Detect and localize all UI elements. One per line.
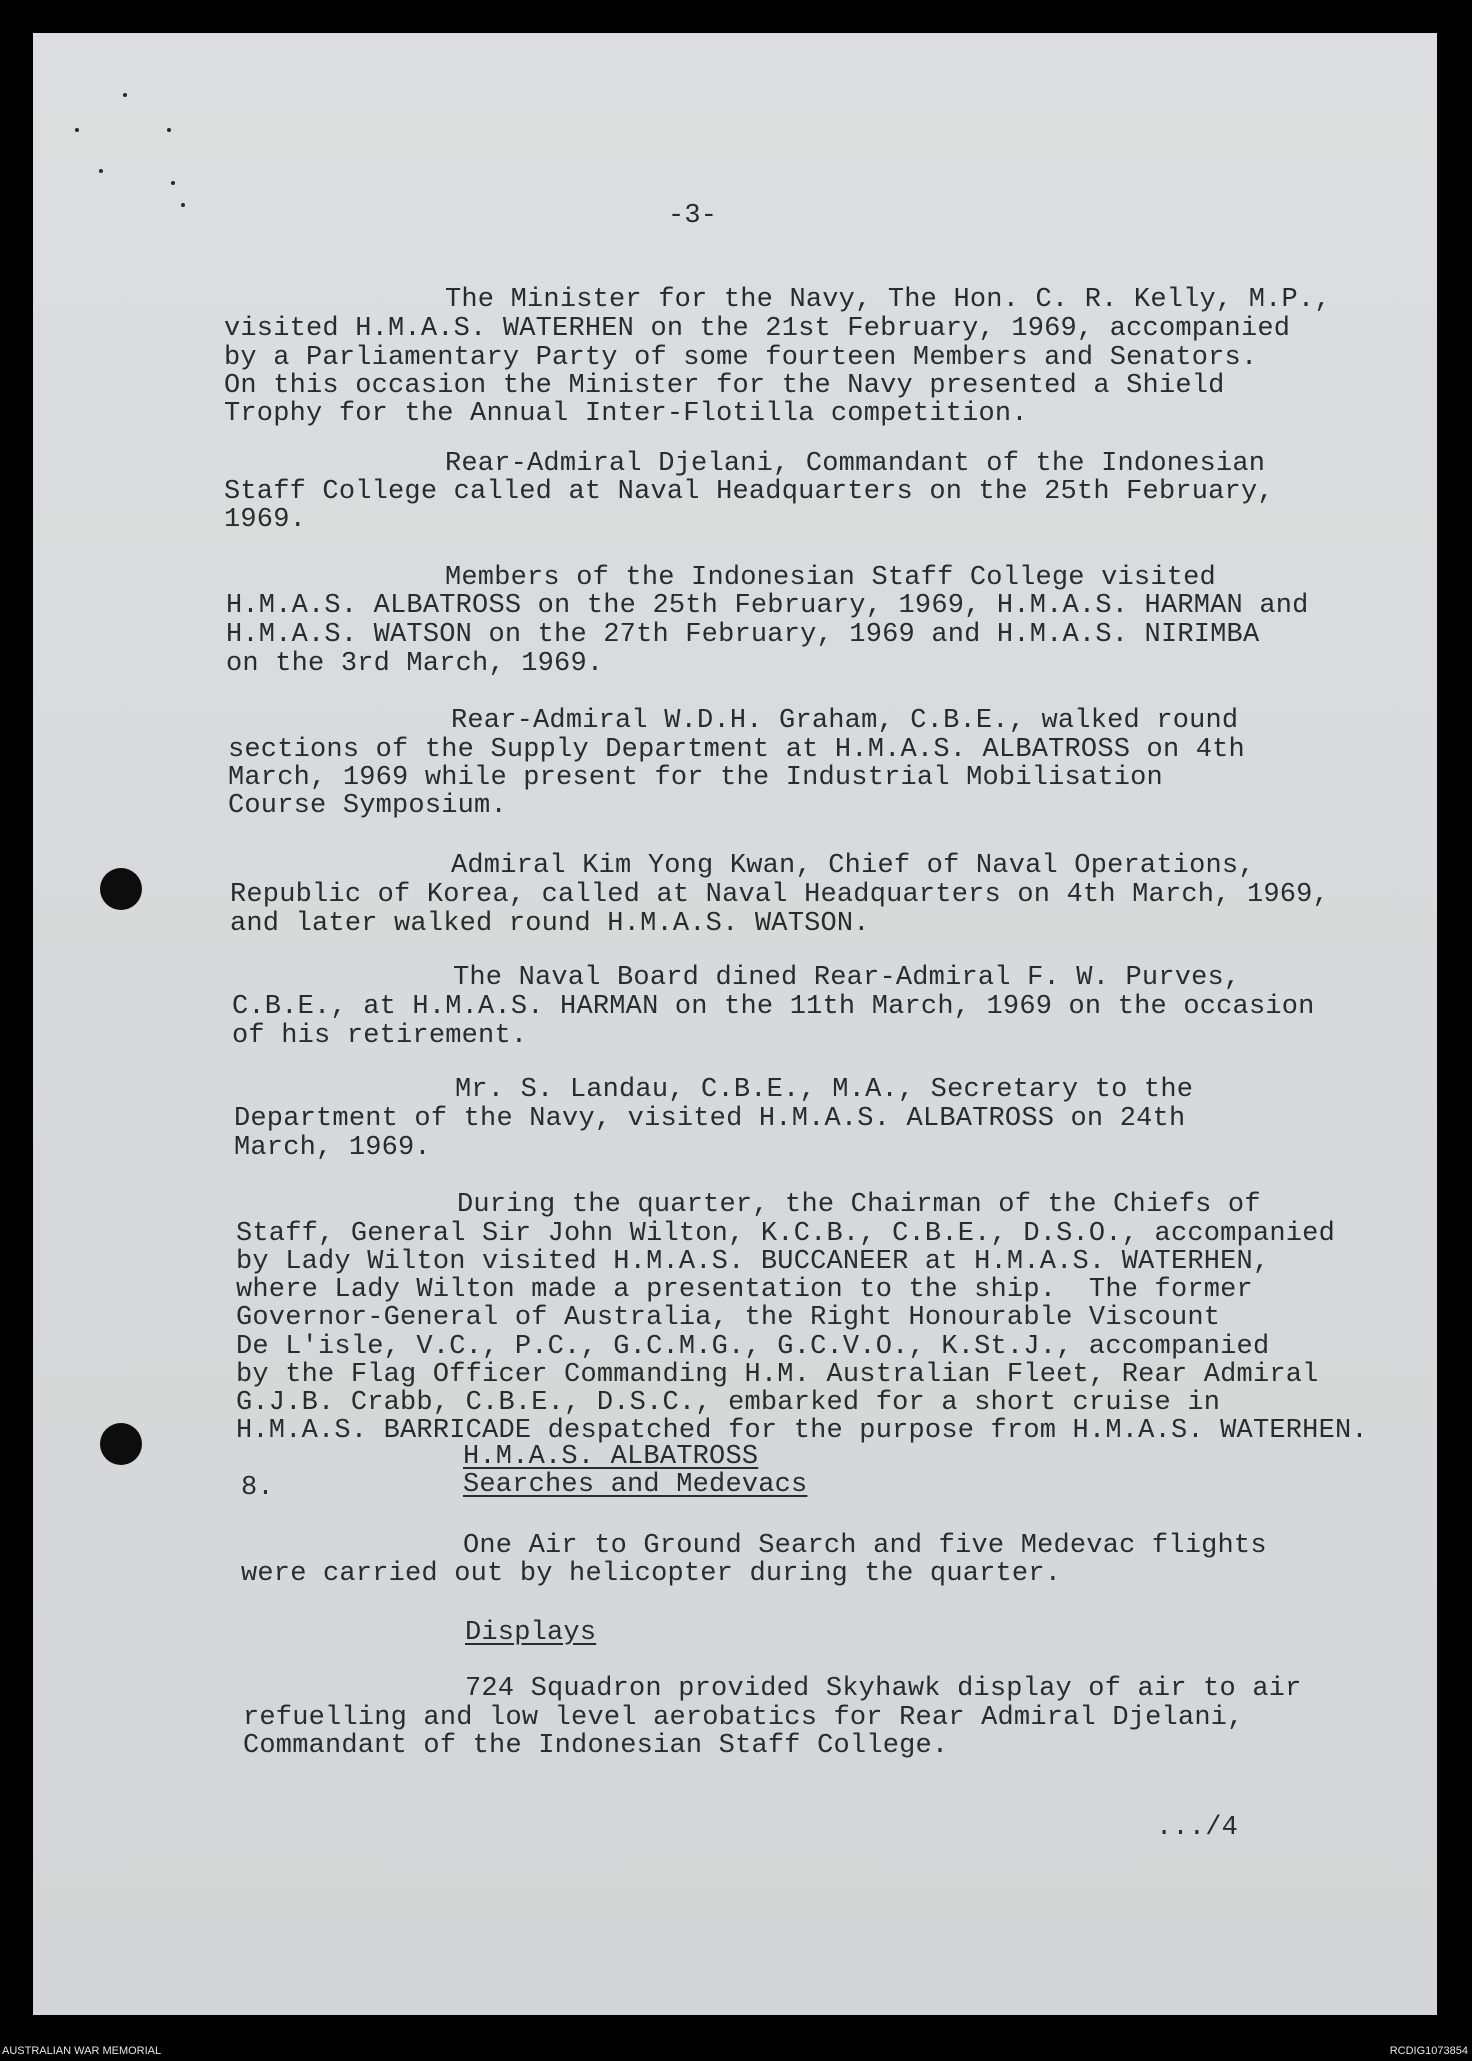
text-line: During the quarter, the Chairman of the Chiefs of xyxy=(457,1190,1261,1220)
paper-speck xyxy=(123,93,127,97)
paper-speck xyxy=(181,203,185,207)
punch-hole-bottom xyxy=(100,1423,142,1465)
text-line: visited H.M.A.S. WATERHEN on the 21st February, 1969, accompanied xyxy=(224,314,1291,344)
paper-speck xyxy=(171,181,175,185)
text-line: on the 3rd March, 1969. xyxy=(226,649,604,679)
text-line: One Air to Ground Search and five Medevac flights xyxy=(463,1531,1267,1561)
text-line: sections of the Supply Department at H.M.A.S. ALBATROSS on 4th xyxy=(228,735,1245,765)
text-line: 1969. xyxy=(224,505,307,535)
subheading-displays: Displays xyxy=(465,1618,597,1648)
text-line: Course Symposium. xyxy=(228,791,507,821)
text-line: The Minister for the Navy, The Hon. C. R. Kelly, M.P., xyxy=(445,285,1331,315)
text-line: H.M.A.S. WATSON on the 27th February, 1969 and H.M.A.S. NIRIMBA xyxy=(226,620,1260,650)
text-line: by Lady Wilton visited H.M.A.S. BUCCANEER at H.M.A.S. WATERHEN, xyxy=(236,1247,1270,1277)
text-line: H.M.A.S. ALBATROSS on the 25th February, 1969, H.M.A.S. HARMAN and xyxy=(226,591,1309,621)
text-line: 724 Squadron provided Skyhawk display of air to air xyxy=(465,1674,1302,1704)
text-line: Trophy for the Annual Inter-Flotilla competition. xyxy=(224,399,1028,429)
continuation-marker: .../4 xyxy=(1156,1813,1239,1843)
section-number: 8. xyxy=(241,1473,274,1503)
text-line: On this occasion the Minister for the Navy presented a Shield xyxy=(224,371,1225,401)
text-line: were carried out by helicopter during the quarter. xyxy=(241,1559,1062,1589)
text-line: Admiral Kim Yong Kwan, Chief of Naval Operations, xyxy=(451,851,1255,881)
footer-record-id: RCDIG1073854 xyxy=(1389,2045,1468,2057)
text-line: March, 1969 while present for the Industrial Mobilisation xyxy=(228,763,1163,793)
text-line: De L'isle, V.C., P.C., G.C.M.G., G.C.V.O., K.St.J., accompanied xyxy=(236,1332,1270,1362)
page-number: -3- xyxy=(668,201,718,231)
text-line: Staff College called at Naval Headquarters on the 25th February, xyxy=(224,477,1274,507)
subheading-searches: Searches and Medevacs xyxy=(463,1470,808,1500)
text-line: H.M.A.S. BARRICADE despatched for the purpose from H.M.A.S. WATERHEN. xyxy=(236,1416,1368,1446)
text-line: C.B.E., at H.M.A.S. HARMAN on the 11th March, 1969 on the occasion xyxy=(232,992,1315,1022)
text-line: The Naval Board dined Rear-Admiral F. W. Purves, xyxy=(453,963,1241,993)
text-line: and later walked round H.M.A.S. WATSON. xyxy=(230,909,870,939)
text-line: refuelling and low level aerobatics for Rear Admiral Djelani, xyxy=(243,1703,1244,1733)
paper-speck xyxy=(167,128,171,132)
text-line: Staff, General Sir John Wilton, K.C.B., C.B.E., D.S.O., accompanied xyxy=(236,1219,1335,1249)
text-line: by a Parliamentary Party of some fourteen Members and Senators. xyxy=(224,343,1258,373)
document-page xyxy=(33,33,1437,2015)
text-line: of his retirement. xyxy=(232,1021,528,1051)
text-line: Members of the Indonesian Staff College visited xyxy=(445,563,1216,593)
text-line: Department of the Navy, visited H.M.A.S. ALBATROSS on 24th xyxy=(234,1104,1186,1134)
punch-hole-top xyxy=(100,868,142,910)
text-line: Republic of Korea, called at Naval Headquarters on 4th March, 1969, xyxy=(230,880,1329,910)
text-line: by the Flag Officer Commanding H.M. Australian Fleet, Rear Admiral xyxy=(236,1360,1319,1390)
text-line: G.J.B. Crabb, C.B.E., D.S.C., embarked for a short cruise in xyxy=(236,1388,1221,1418)
section-heading: H.M.A.S. ALBATROSS xyxy=(463,1442,759,1472)
text-line: Rear-Admiral W.D.H. Graham, C.B.E., walked round xyxy=(451,706,1239,736)
paper-speck xyxy=(99,169,103,173)
text-line: Mr. S. Landau, C.B.E., M.A., Secretary to the xyxy=(455,1075,1194,1105)
footer-credit: AUSTRALIAN WAR MEMORIAL xyxy=(2,2045,162,2057)
paper-speck xyxy=(75,128,79,132)
text-line: where Lady Wilton made a presentation to the ship. The former xyxy=(236,1275,1253,1305)
text-line: March, 1969. xyxy=(234,1133,431,1163)
text-line: Rear-Admiral Djelani, Commandant of the Indonesian xyxy=(445,449,1266,479)
text-line: Governor-General of Australia, the Right Honourable Viscount xyxy=(236,1303,1221,1333)
text-line: Commandant of the Indonesian Staff College. xyxy=(243,1731,949,1761)
